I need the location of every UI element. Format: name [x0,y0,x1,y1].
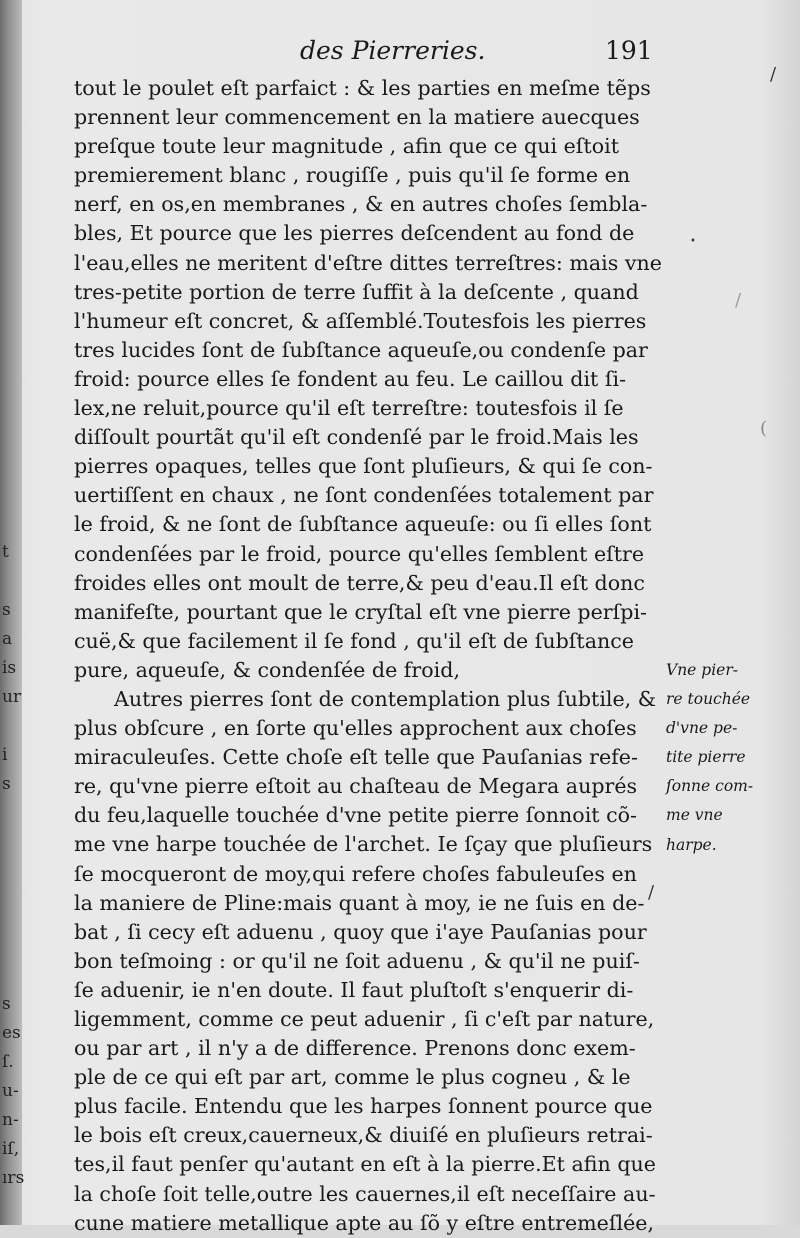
gutter-fragment: ur [2,687,22,707]
text-line: nerf, en os,en membranes , & en autres choſes ſembla- [74,192,648,217]
text-line: me vne harpe touchée de l'archet. Ie ſçay que pluſieurs [74,832,653,857]
running-title: des Pierreries. [300,36,486,65]
text-line: l'eau,elles ne meritent d'eſtre dittes terreſtres: mais vne [74,250,662,275]
text-line: la choſe ſoit telle,outre les cauernes,il eſt neceſſaire au- [74,1181,656,1206]
marginal-note [666,656,796,860]
stray-dot: • [690,236,696,247]
text-line: ligemment, comme ce peut aduenir , ſi c'eſt par nature, [74,1007,655,1031]
gutter-fragment: u- [2,1081,19,1101]
text-line: plus obſcure , en ſorte qu'elles approchent aux choſes [74,716,637,741]
text-line: lex,ne reluit,pource qu'il eſt terreſtre: toutesfois il ſe [74,396,624,421]
gutter-fragment: s [2,994,11,1014]
gutter-fragment: i [2,745,8,765]
text-line: tout le poulet eſt parfaict : & les parties en meſme tẽps [74,76,651,100]
body-text [74,74,664,1238]
marginal-note-line: harpe. [666,835,717,854]
text-line: l'humeur eſt concret, & aſſemblé.Toutesfois les pierres [74,308,647,333]
text-line: premierement blanc , rougiſſe , puis qu'il ſe forme en [74,163,631,188]
text-line: cuë,& que facilement il ſe fond , qu'il eſt de ſubſtance [74,628,634,653]
gutter-fragment: is [2,658,17,678]
text-line: uertiſſent en chaux , ne ſont condenſées totalement par [74,483,654,508]
marginal-note-line: Vne pier- [666,661,738,679]
text-line: le froid, & ne ſont de ſubſtance aqueuſe: ou ſi elles ſont [74,512,652,537]
text-line: ſe mocqueront de moy,qui refere choſes fabuleuſes en [74,861,637,886]
stray-mark: / [648,882,655,903]
gutter-fragment: ırs [2,1168,25,1188]
text-line: tres-petite portion de terre ſuffit à la deſcente , quand [74,279,639,304]
marginal-note-line: me vne [666,806,723,825]
marginal-note-line: re touchée [666,690,751,709]
stray-mark: / [735,290,742,311]
text-line: ou par art , il n'y a de difference. Prenons donc exem- [74,1036,636,1061]
paragraph-start-line: Autres pierres ſont de contemplation plus ſubtile, & [114,686,657,711]
marginal-note-line: ſonne com- [666,777,754,796]
text-line: prennent leur commencement en la matiere auecques [74,105,640,130]
text-line: pierres opaques, telles que ſont pluſieurs, & qui ſe con- [74,454,653,479]
gutter-fragment: s [2,600,11,620]
text-line: bat , ſi cecy eſt aduenu , quoy que i'aye Pauſanias pour [74,919,647,944]
gutter-fragment: a [2,629,13,649]
gutter-fragment: ſ. [2,1052,14,1072]
text-line: tres lucides ſont de ſubſtance aqueuſe,ou condenſe par [74,337,648,362]
page-header [0,34,800,74]
stray-mark: ( [760,418,768,439]
text-line: cune matiere metallique apte au ſõ y eſtre entremeſlée, [74,1210,655,1235]
gutter-fragment: n- [2,1110,19,1130]
text-line: ſe aduenir, ie n'en doute. Il faut pluſtoſt s'enquerir di- [74,977,634,1002]
text-line: ple de ce qui eſt par art, comme le plus cogneu , & le [74,1065,631,1090]
page-number: 191 [605,36,653,65]
text-line: tes,il faut penſer qu'autant en eſt à la pierre.Et afin que [74,1152,656,1177]
gutter-fragment: iſ, [2,1139,20,1159]
text-line: plus facile. Entendu que les harpes ſonnent pource que [74,1094,653,1119]
text-line: miraculeuſes. Cette choſe eſt telle que Pauſanias refe- [74,745,638,770]
text-line: condenſées par le froid, pource qu'elles ſemblent eſtre [74,541,645,566]
text-line: manifeſte, pourtant que le cryſtal eſt vne pierre perſpi- [74,599,647,624]
text-line: le bois eſt creux,cauerneux,& diuiſé en pluſieurs retrai- [74,1123,653,1148]
binding-gutter [0,0,25,1225]
gutter-fragment: s [2,774,11,794]
text-line: pure, aqueuſe, & condenſée de froid, [74,657,460,682]
marginal-note-line: tite pierre [666,748,746,767]
text-line: bles, Et pource que les pierres deſcendent au fond de [74,221,635,246]
text-line: la maniere de Pline:mais quant à moy, ie ne ſuis en de- [74,890,645,915]
text-line: preſque toute leur magnitude , afin que ce qui eſtoit [74,134,619,159]
text-line: froid: pource elles ſe fondent au feu. Le caillou dit ſi- [74,366,627,391]
text-line: re, qu'vne pierre eſtoit au chaſteau de Megara auprés [74,774,638,799]
text-line: froides elles ont moult de terre,& peu d'eau.Il eſt donc [74,570,645,595]
gutter-fragment: es [2,1023,21,1043]
text-line: bon teſmoing : or qu'il ne ſoit aduenu , & qu'il ne puiſ- [74,948,640,973]
stray-mark: / [770,64,777,85]
text-line: diſſoult pourtãt qu'il eſt condenſé par le froid.Mais les [74,425,639,450]
marginal-note-line: d'vne pe- [666,719,738,738]
gutter-fragment: t [2,542,9,562]
text-line: du feu,laquelle touchée d'vne petite pierre ſonnoit cõ- [74,803,638,828]
